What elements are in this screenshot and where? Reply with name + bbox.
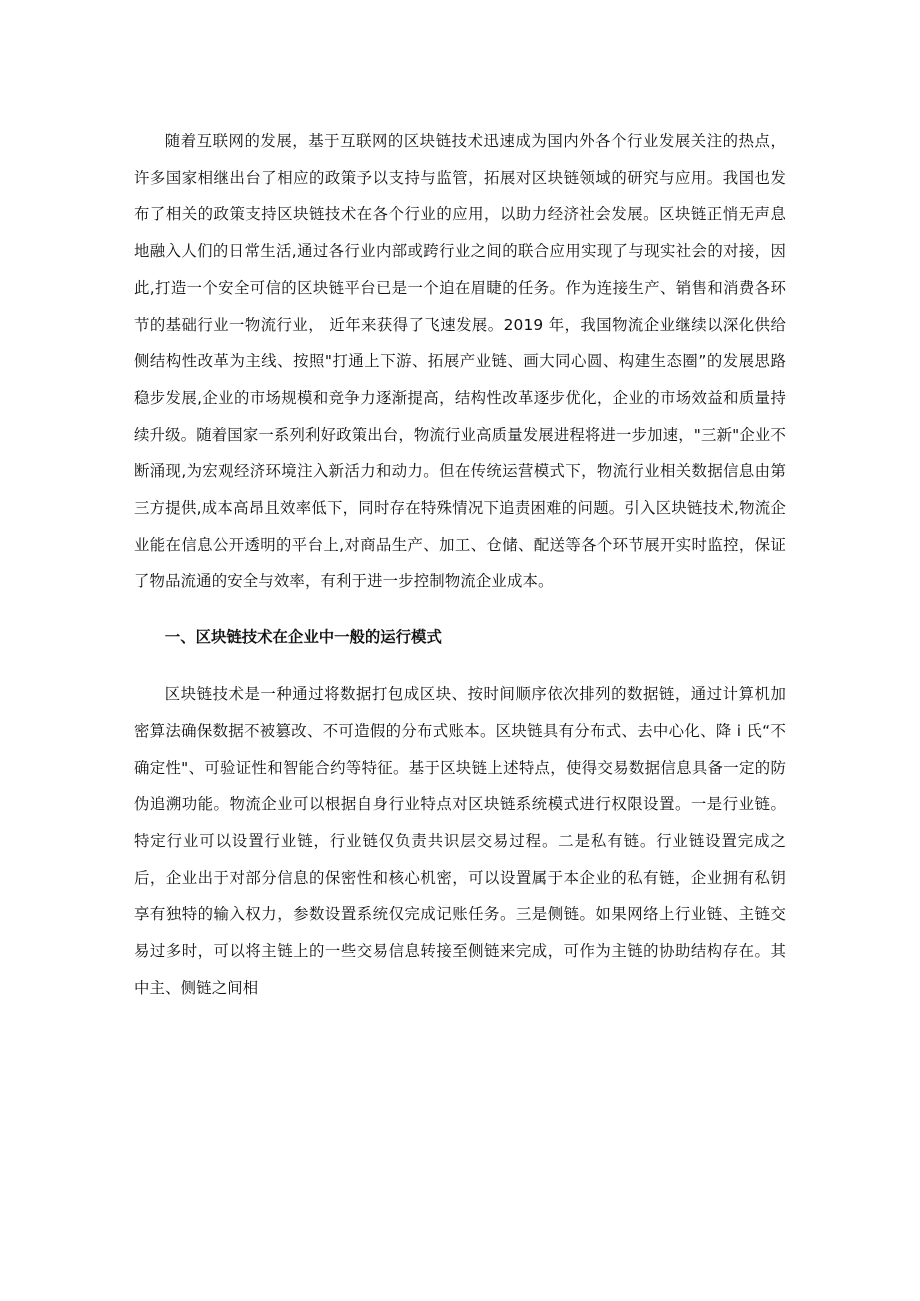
section-heading: 一、区块链技术在企业中一般的运行模式 [164,628,442,647]
section-paragraph: 区块链技术是一种通过将数据打包成区块、按时间顺序依次排列的数据链，通过计算机加密算法确保数据不被篡改、不可造假的分布式账本。区块链具有分布式、去中心化、降 i 氏“不确定性"、可验证性和智能合约等特征。基于区块链上述特点，使得交易数据信息具备一定的防伪追溯功能。物流企业可以根据自身行业特点对区块链系统模式进行权限设置。一是行业链。特定行业可以设置行业链，行业链仅负责共识层交易过程。二是私有链。行业链设置完成之后，企业出于对部分信息的保密性和核心机密，可以设置属于本企业的私有链，企业拥有私钥享有独特的输入权力，参数设置系统仅完成记账任务。三是侧链。如果网络上行业链、主链交易过多时，可以将主链上的一些交易信息转接至侧链来完成，可作为主链的协助结构存在。其中主、侧链之间相 [134,685,786,997]
document-body [134,123,786,1006]
intro-paragraph: 随着互联网的发展，基于互联网的区块链技术迅速成为国内外各个行业发展关注的热点，许多国家相继出台了相应的政策予以支持与监管，拓展对区块链领域的研究与应用。我国也发布了相关的政策支持区块链技术在各个行业的应用，以助力经济社会发展。区块链正悄无声息地融入人们的日常生活,通过各行业内部或跨行业之间的联合应用实现了与现实社会的对接，因此,打造一个安全可信的区块链平台已是一个迫在眉睫的任务。作为连接生产、销售和消费各环节的基础行业一物流行业， 近年来获得了飞速发展。2019 年，我国物流企业继续以深化供给侧结构性改革为主线、按照"打通上下游、拓展产业链、画大同心圆、构建生态圈”的发展思路稳步发展,企业的市场规模和竞争力逐渐提高，结构性改革逐步优化，企业的市场效益和质量持续升级。随着国家一系列利好政策出台，物流行业高质量发展进程将进一步加速，"三新"企业不断涌现,为宏观经济环境注入新活力和动力。但在传统运营模式下，物流行业相关数据信息由第三方提供,成本高昂且效率低下，同时存在特殊情况下追责困难的问题。引入区块链技术,物流企业能在信息公开透明的平台上,对商品生产、加工、仓储、配送等各个环节展开实时监控，保证了物品流通的安全与效率，有利于进一步控制物流企业成本。 [134,132,786,591]
